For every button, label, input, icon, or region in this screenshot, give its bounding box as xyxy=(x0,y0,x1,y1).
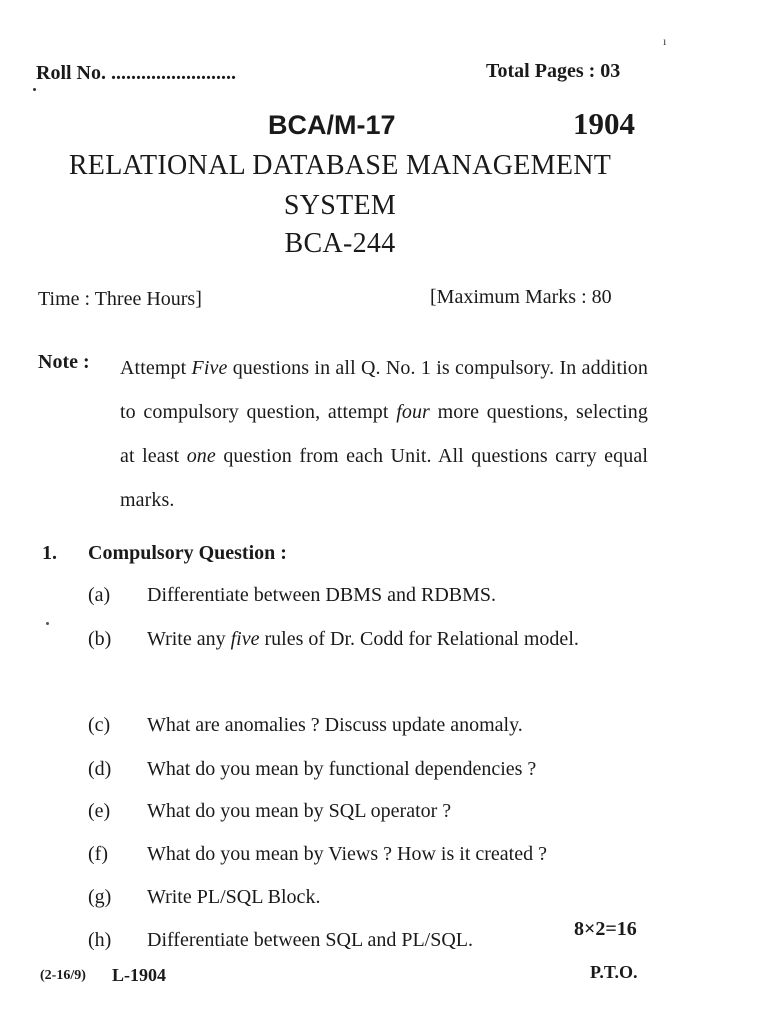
paper-number: 1904 xyxy=(573,106,635,141)
note-text xyxy=(120,346,648,522)
question-number: 1. xyxy=(42,542,57,564)
note-emphasis: four xyxy=(396,401,430,423)
item-text: What are anomalies ? Discuss update anomaly. xyxy=(147,714,523,736)
total-pages: Total Pages : 03 xyxy=(486,60,621,82)
note-part: question from each Unit. All questions carry equal marks. xyxy=(120,445,648,511)
item-text-part: Write any xyxy=(147,628,231,650)
item-text: What do you mean by functional dependencies ? xyxy=(147,758,537,780)
item-label: (d) xyxy=(88,758,112,780)
item-text: What do you mean by Views ? How is it created ? xyxy=(147,843,547,865)
item-text: Differentiate between DBMS and RDBMS. xyxy=(147,584,497,606)
subject-title-line1: RELATIONAL DATABASE MANAGEMENT xyxy=(68,150,612,181)
question-title: Compulsory Question : xyxy=(88,542,287,564)
course-code: BCA-244 xyxy=(284,228,396,259)
paper-code: BCA/M-17 xyxy=(268,110,396,140)
item-label: (f) xyxy=(88,843,108,865)
note-part: more questions, selecting at least xyxy=(120,401,648,467)
item-text: Write PL/SQL Block. xyxy=(147,886,321,908)
item-label: (g) xyxy=(88,886,112,908)
note-part: Attempt xyxy=(120,357,192,379)
item-label: (e) xyxy=(88,800,111,822)
stray-mark: ı xyxy=(663,34,667,48)
question-marks: 8×2=16 xyxy=(574,918,637,940)
note-emphasis: one xyxy=(186,445,216,467)
item-text: What do you mean by SQL operator ? xyxy=(147,800,452,822)
item-label: (h) xyxy=(88,929,112,951)
scan-dot xyxy=(33,88,36,91)
note-emphasis: Five xyxy=(191,357,228,379)
scan-dot xyxy=(46,622,49,625)
item-label: (c) xyxy=(88,714,111,736)
note-label: Note : xyxy=(38,351,90,373)
item-text-part: rules of Dr. Codd for Relational model. xyxy=(259,628,579,650)
roll-number-field: Roll No. ......................... xyxy=(36,62,236,84)
item-label: (a) xyxy=(88,584,111,606)
item-label: (b) xyxy=(88,628,112,650)
item-text: Differentiate between SQL and PL/SQL. xyxy=(147,929,474,951)
item-text xyxy=(147,616,647,662)
item-emphasis: five xyxy=(230,628,260,650)
footer-paper-code: L-1904 xyxy=(112,965,166,985)
please-turn-over: P.T.O. xyxy=(590,962,638,982)
note-part: questions in all Q. No. 1 is compulsory. In addition to compulsory question, attempt xyxy=(120,357,648,423)
maximum-marks: [Maximum Marks : 80 xyxy=(430,286,612,308)
time-allowed: Time : Three Hours] xyxy=(38,288,202,310)
subject-title-line2: SYSTEM xyxy=(283,190,397,221)
footer-print-code: (2-16/9) xyxy=(40,968,86,983)
